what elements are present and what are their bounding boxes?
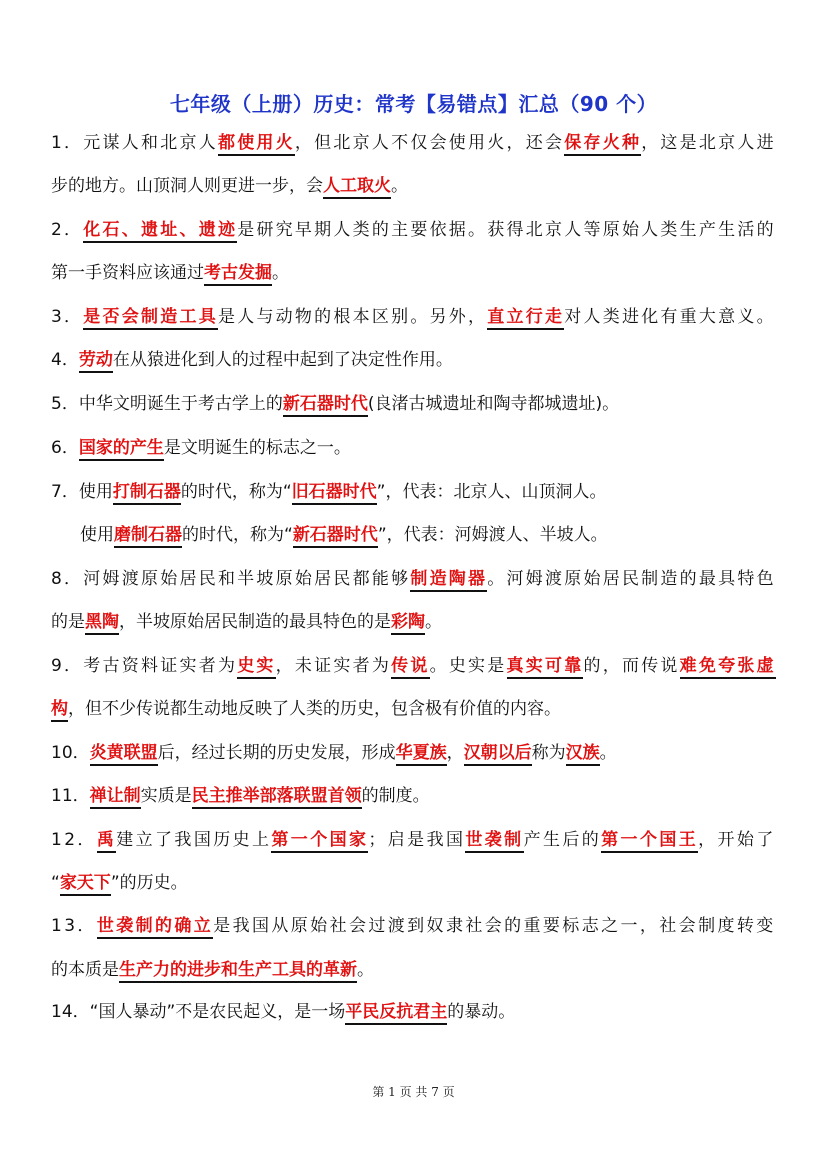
text-segment: 。 [272,263,289,283]
text-segment: 14．“国人暴动”不是农民起义，是一场 [51,1002,346,1022]
text-segment: ，但北京人不仅会使用火，还会 [294,133,565,153]
text-line [51,784,430,808]
text-segment: ，但不少传说都生动地反映了人类的历史，包含极有价值的内容。 [68,699,561,719]
text-segment: 6． [51,438,79,458]
key-term: 劳动 [79,350,113,373]
key-term: 人工取火 [323,176,391,199]
key-term: 磨制石器 [114,525,182,548]
key-term: 传说 [391,656,429,679]
text-line [51,567,776,591]
text-line [51,654,776,678]
key-term: 华夏族 [396,743,447,766]
text-segment: ， [446,743,464,763]
text-segment: 建立了我国历史上 [116,830,272,850]
text-line [51,958,374,982]
text-segment: ，半坡原始居民制造的最具特色的是 [119,612,391,632]
text-segment: 在从猿进化到人的过程中起到了决定性作用。 [112,350,453,370]
text-segment: 9．考古资料证实者为 [51,656,238,676]
text-line [51,914,776,938]
text-line [51,392,619,416]
key-term: 保存火种 [564,133,641,156]
text-segment: 第一手资料应该通过 [51,263,204,283]
text-segment: 1．元谋人和北京人 [51,133,218,153]
text-line [51,610,442,634]
key-term: 第一个国家 [271,830,368,853]
text-segment: 。 [425,612,442,632]
text-segment: ”，代表：河姆渡人、半坡人。 [377,525,608,545]
key-term: 考古发掘 [204,263,272,286]
key-term: 制造陶器 [410,569,487,592]
text-segment: 7．使用 [51,482,113,502]
key-term: 平民反抗君主 [345,1002,447,1025]
text-segment: 11． [51,786,90,806]
text-segment: 的时代，称为“ [182,525,293,545]
text-line [51,131,776,155]
text-segment: ”的历史。 [110,873,188,893]
document-title: 七年级（上册）历史：常考【易错点】汇总（90 个） [169,92,658,116]
key-term: 真实可靠 [507,656,584,679]
key-term: 是否会制造工具 [83,307,218,330]
text-line [51,480,606,504]
text-segment: 的暴动。 [447,1002,516,1022]
text-line [51,218,776,242]
key-term: 汉族 [566,743,600,766]
text-segment: 13． [51,916,97,936]
key-term: 构 [51,699,68,722]
key-term: 禅让制 [90,786,141,809]
text-segment: 的，而传说 [583,656,680,676]
key-term: 民主推举部落联盟首领 [192,786,362,809]
text-line [51,697,561,721]
text-segment: 2． [51,220,84,240]
text-line [51,305,776,329]
text-segment: 。河姆渡原始居民制造的最具特色 [487,569,776,589]
key-term: 化石、遗址、遗迹 [83,220,237,243]
text-segment: ；启是我国 [368,830,466,850]
text-line [51,174,408,198]
text-line [51,828,776,852]
text-segment: 的本质是 [51,960,119,980]
text-segment: 。 [391,176,408,196]
key-term: 世袭制 [465,830,523,853]
key-term: 打制石器 [113,482,181,505]
text-segment: 是研究早期人类的主要依据。获得北京人等原始人类生产生活的 [237,220,776,240]
text-segment: 是文明诞生的标志之一。 [163,438,351,458]
key-term: 新石器时代 [283,394,368,417]
text-segment: 对人类进化有重大意义。 [564,307,776,327]
text-line [51,261,289,285]
text-line [51,871,188,895]
text-segment: 12． [51,830,97,850]
text-segment: 10． [51,743,90,763]
key-term: 汉朝以后 [464,743,532,766]
key-term: 家天下 [60,873,111,896]
text-segment: ，这是北京人进 [641,133,776,153]
text-line [51,1000,515,1024]
key-term: 炎黄联盟 [90,743,158,766]
key-term: 史实 [237,656,275,679]
text-segment: 。 [599,743,617,763]
text-line [51,348,453,372]
page-footer: 第 1 页 共 7 页 [372,1085,455,1099]
text-segment: 产生后的 [523,830,602,850]
key-term: 第一个国王 [601,830,698,853]
text-segment: ，开始了 [698,830,776,850]
text-line [80,523,608,547]
key-term: 都使用火 [218,133,295,156]
text-segment: 后，经过长期的历史发展，形成 [157,743,396,763]
text-segment: ”，代表：北京人、山顶洞人。 [376,482,607,502]
text-segment: 4． [51,350,79,370]
text-segment: ，未证实者为 [275,656,392,676]
text-segment: 的制度。 [361,786,430,806]
key-term: 难免夸张虚 [680,656,776,679]
text-segment: 8．河姆渡原始居民和半坡原始居民都能够 [51,569,411,589]
key-term: 彩陶 [391,612,425,635]
text-segment: 是我国从原始社会过渡到奴隶社会的重要标志之一，社会制度转变 [213,916,776,936]
text-segment: 5．中华文明诞生于考古学上的 [51,394,283,414]
text-segment: 。史实是 [429,656,507,676]
text-segment: 称为 [531,743,566,763]
text-segment: 的是 [51,612,85,632]
key-term: 世袭制的确立 [97,916,213,939]
text-segment: 的时代，称为“ [180,482,292,502]
text-line [51,741,617,765]
text-segment: 是人与动物的根本区别。另外， [217,307,488,327]
key-term: 新石器时代 [293,525,378,548]
text-segment: 步的地方。山顶洞人则更进一步，会 [51,176,323,196]
key-term: 禹 [97,830,116,853]
key-term: 生产力的进步和生产工具的革新 [119,960,357,983]
text-segment: 3． [51,307,84,327]
key-term: 直立行走 [487,307,564,330]
text-segment: 。 [357,960,374,980]
key-term: 黑陶 [85,612,119,635]
text-segment: (良渚古城遗址和陶寺都城遗址)。 [367,394,620,414]
text-segment: 使用 [80,525,114,545]
text-segment: “ [51,873,60,893]
key-term: 旧石器时代 [292,482,377,505]
text-line [51,436,351,460]
key-term: 国家的产生 [79,438,164,461]
text-segment: 实质是 [140,786,192,806]
